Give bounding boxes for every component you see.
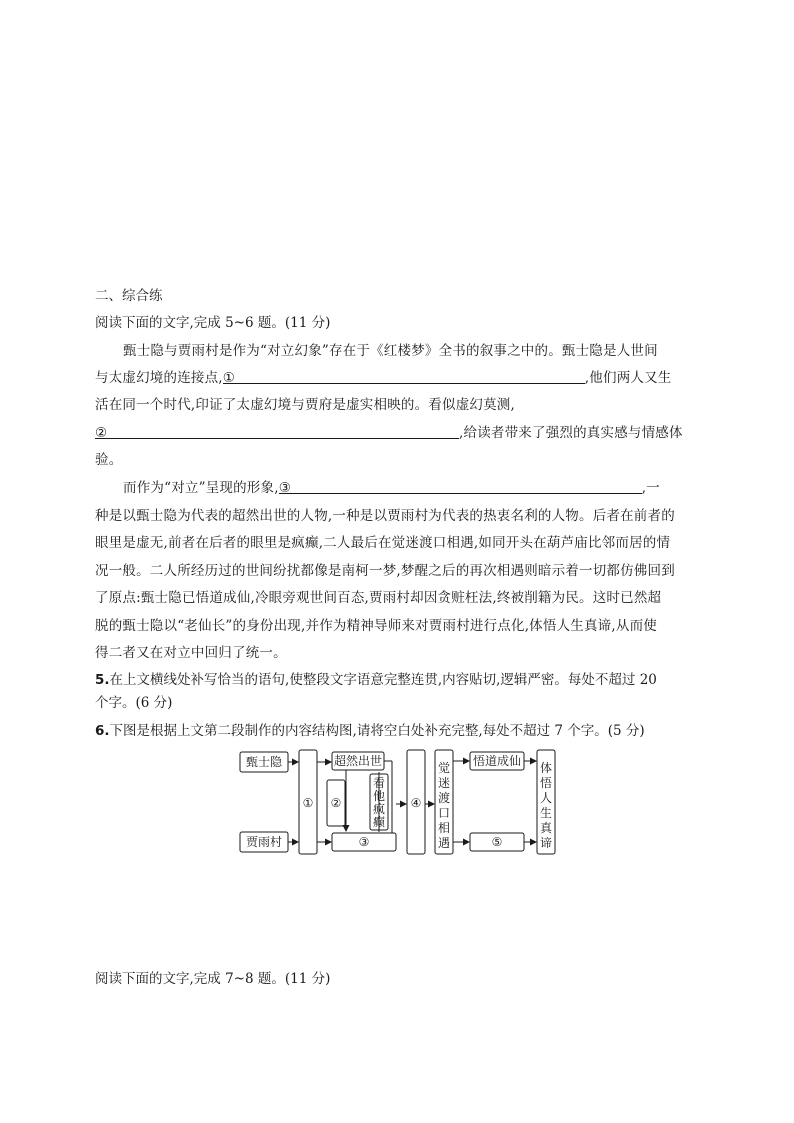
p2-line-1-text: 而作为“对立”呈现的形象, [123, 480, 279, 496]
instruction-q7-8: 阅读下面的文字,完成 7~8 题。(11 分) [95, 971, 331, 987]
blank-2-mark: ② [95, 425, 108, 441]
question-6-text: 下图是根据上文第二段制作的内容结构图,请将空白处补充完整,每处不超过 7 个字。(5 分) [109, 723, 645, 739]
structure-diagram [230, 744, 570, 860]
blank-2[interactable] [95, 424, 459, 439]
question-6-number: 6. [95, 723, 110, 739]
label-ti: 体 [539, 761, 553, 775]
label-zhen: 真 [539, 821, 553, 835]
label-blank-1: ① [302, 796, 314, 810]
label-blank-5: ⑤ [491, 835, 503, 849]
label-yu: 遇 [437, 836, 451, 850]
label-dian: 癫 [372, 815, 386, 829]
p2-line-4: 况一般。二人所经历过的世间纷扰都像是南柯一梦,梦醒之后的再次相遇则暗示着一切都仿佛回到 [95, 563, 675, 579]
label-blank-3: ③ [358, 835, 370, 849]
p1-line-4-end: ,给读者带来了强烈的真实感与情感体 [459, 425, 683, 441]
label-kan: 看 [372, 776, 386, 790]
section-title: 二、综合练 [95, 288, 163, 304]
label-sheng: 生 [539, 806, 553, 820]
label-chaoran-chushi: 超然出世 [333, 754, 383, 768]
blank-1[interactable] [223, 369, 585, 384]
label-wudao-chengxian: 悟道成仙 [472, 754, 522, 768]
p1-line-5: 验。 [95, 452, 123, 468]
p2-line-7: 得二者又在对立中回归了统一。 [95, 645, 287, 661]
p1-line-4 [95, 424, 683, 442]
label-ren: 人 [539, 791, 553, 805]
p1-line-2-end: ,他们两人又生 [584, 370, 672, 386]
label-jia-yucun: 贾雨村 [245, 835, 283, 849]
question-5-number: 5. [95, 672, 110, 688]
label-blank-4: ④ [410, 796, 422, 810]
label-du: 渡 [437, 791, 451, 805]
p1-line-2 [95, 369, 672, 387]
question-6 [95, 722, 645, 740]
p2-line-1 [123, 479, 660, 497]
label-kou: 口 [437, 806, 451, 820]
blank-3[interactable] [279, 479, 642, 494]
label-ta: 他 [372, 789, 386, 803]
label-xiang: 相 [437, 821, 451, 835]
question-5-text: 在上文横线处补写恰当的语句,使整段文字语意完整连贯,内容贴切,逻辑严密。每处不超过 20 [109, 672, 657, 688]
question-5-line-2: 个字。(6 分) [95, 695, 173, 711]
label-di: 谛 [539, 836, 553, 850]
label-zhen-shiyin: 甄士隐 [245, 755, 283, 769]
p2-line-2: 种是以甄士隐为代表的超然出世的人物,一种是以贾雨村为代表的热衷名利的人物。后者在前者的 [95, 508, 675, 524]
p2-line-5: 了原点:甄士隐已悟道成仙,冷眼旁观世间百态,贾雨村却因贪赃枉法,终被削籍为民。这时已然超 [95, 590, 662, 606]
label-wu: 悟 [539, 776, 553, 790]
p1-line-2-text: 与太虚幻境的连接点, [95, 370, 223, 386]
p2-line-6: 脱的甄士隐以“老仙长”的身份出现,并作为精神导师来对贾雨村进行点化,体悟人生真谛,从而使 [95, 618, 657, 634]
question-5 [95, 671, 657, 689]
p1-line-1: 甄士隐与贾雨村是作为“对立幻象”存在于《红楼梦》全书的叙事之中的。甄士隐是人世间 [123, 343, 658, 359]
instruction-q5-6: 阅读下面的文字,完成 5~6 题。(11 分) [95, 315, 331, 331]
label-feng: 疯 [372, 802, 386, 816]
label-blank-2: ② [330, 796, 342, 810]
blank-1-mark: ① [222, 370, 236, 386]
p2-line-3: 眼里是虚无,前者在后者的眼里是疯癫,二人最后在觉迷渡口相遇,如同开头在葫芦庙比邻而居的情 [95, 535, 671, 551]
p2-line-1-end: ,一 [641, 480, 660, 496]
p1-line-3: 活在同一个时代,印证了太虚幻境与贾府是虚实相映的。看似虚幻莫测, [95, 397, 515, 413]
blank-3-mark: ③ [278, 480, 292, 496]
label-mi: 迷 [437, 776, 451, 790]
label-jue: 觉 [437, 761, 451, 775]
